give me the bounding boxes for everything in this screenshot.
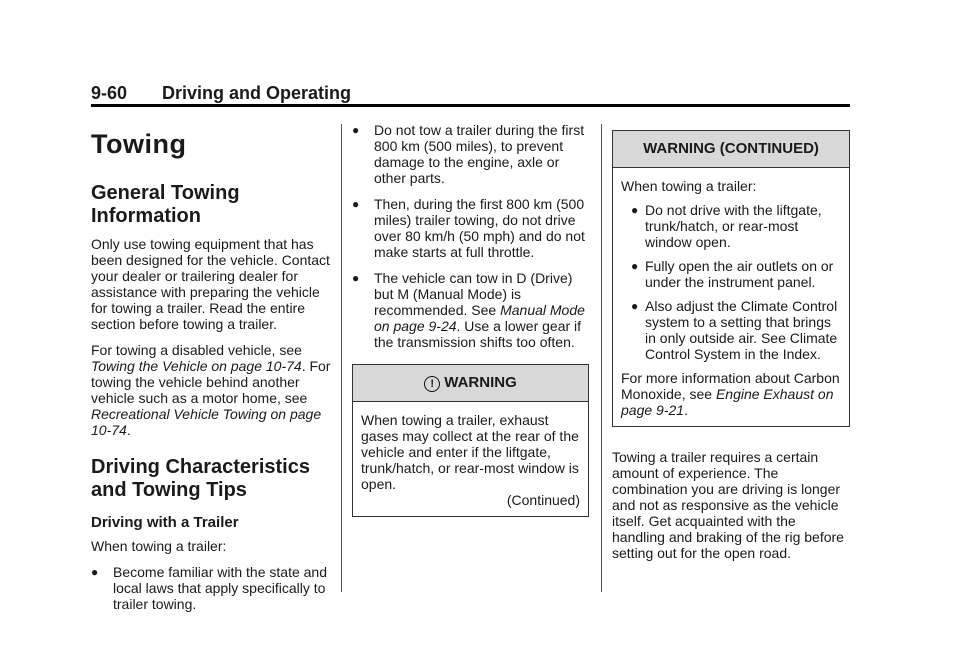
link-engine-exhaust[interactable]: Engine Exhaust on page 9-21 — [621, 386, 834, 418]
warning-intro: When towing a trailer: — [621, 178, 757, 194]
section-title: Driving and Operating — [162, 83, 352, 103]
warning-text: When towing a trailer, exhaust gases may collect at the rear of the vehicle and enter if the liftgate, trunk/hatch, or rear-most window is open. — [361, 412, 579, 492]
warning-header — [353, 365, 588, 402]
paragraph-equipment: Only use towing equipment that has been designed for the vehicle. Contact your dealer or trailering dealer for assistance with preparing the vehicle for towing a trailer. Read the entire section before towing a trailer. — [91, 236, 330, 332]
bullet-icon: ● — [352, 271, 360, 285]
list-item: ● Do not drive with the liftgate, trunk/hatch, or rear-most window open. — [631, 202, 822, 250]
column-2 — [352, 122, 589, 517]
list-item: ● Fully open the air outlets on or under the instrument panel. — [631, 258, 834, 290]
warning-body — [353, 402, 588, 516]
paragraph-references: For towing a disabled vehicle, see Towing the Vehicle on page 10-74. For towing the vehicle behind another vehicle such as a motor home, see Recreational Vehicle Towing on page 10-74. — [91, 342, 331, 438]
bullet-icon: ● — [91, 565, 99, 579]
header-rule — [91, 104, 850, 107]
continued-label: (Continued) — [506, 492, 580, 508]
bullet-icon: ● — [631, 203, 639, 217]
heading-driving-characteristics: Driving Characteristics and Towing Tips — [91, 456, 310, 501]
bullet-icon: ● — [631, 259, 639, 273]
warning-title: WARNING — [444, 374, 517, 391]
warning-header: WARNING (CONTINUED) — [613, 131, 849, 168]
warning-more-info: For more information about Carbon Monoxide, see Engine Exhaust on page 9-21. — [621, 370, 840, 418]
column-divider-2 — [601, 124, 602, 592]
paragraph-experience: Towing a trailer requires a certain amount of experience. The combination you are driving is longer and not as responsive as the vehicle itself. Get acquainted with the handling and braking of the rig before setting out for the open road. — [612, 449, 844, 561]
bullet-icon: ● — [631, 299, 639, 313]
warning-box-continued — [612, 130, 850, 427]
link-recreational-towing[interactable]: Recreational Vehicle Towing on page 10-74 — [91, 406, 322, 438]
page-title: Towing — [91, 129, 187, 159]
column-divider-1 — [341, 124, 342, 592]
link-manual-mode[interactable]: Manual Mode on page 9-24 — [374, 302, 585, 334]
column-1 — [91, 122, 331, 622]
heading-general-towing: General Towing Information — [91, 182, 240, 227]
list-item: ● Do not tow a trailer during the first 800 km (500 miles), to prevent damage to the engine, axle or other parts. — [352, 122, 585, 186]
bullet-icon: ● — [352, 197, 360, 211]
warning-icon: ! — [424, 376, 440, 392]
intro-text: When towing a trailer: — [91, 538, 227, 554]
list-item: ● Then, during the first 800 km (500 miles) trailer towing, do not drive over 80 km/h (50 mph) and do not make starts at full throttle. — [352, 196, 585, 260]
list-item: ● Become familiar with the state and local laws that apply specifically to trailer towing. — [91, 564, 327, 612]
bullet-icon: ● — [352, 123, 360, 137]
warning-box — [352, 364, 589, 517]
warning-body — [613, 168, 849, 426]
page-header — [91, 82, 850, 106]
page-number: 9-60 — [91, 83, 128, 103]
column-3 — [612, 130, 850, 571]
list-item: ● The vehicle can tow in D (Drive) but M (Manual Mode) is recommended. See Manual Mode on page 9-24. Use a lower gear if the transmission shifts too often. — [352, 270, 585, 350]
heading-driving-with-trailer: Driving with a Trailer — [91, 514, 239, 531]
list-item: ● Also adjust the Climate Control system to a setting that brings in only outside air. See Climate Control System in the Index. — [631, 298, 838, 362]
link-towing-vehicle[interactable]: Towing the Vehicle on page 10-74 — [91, 358, 302, 374]
